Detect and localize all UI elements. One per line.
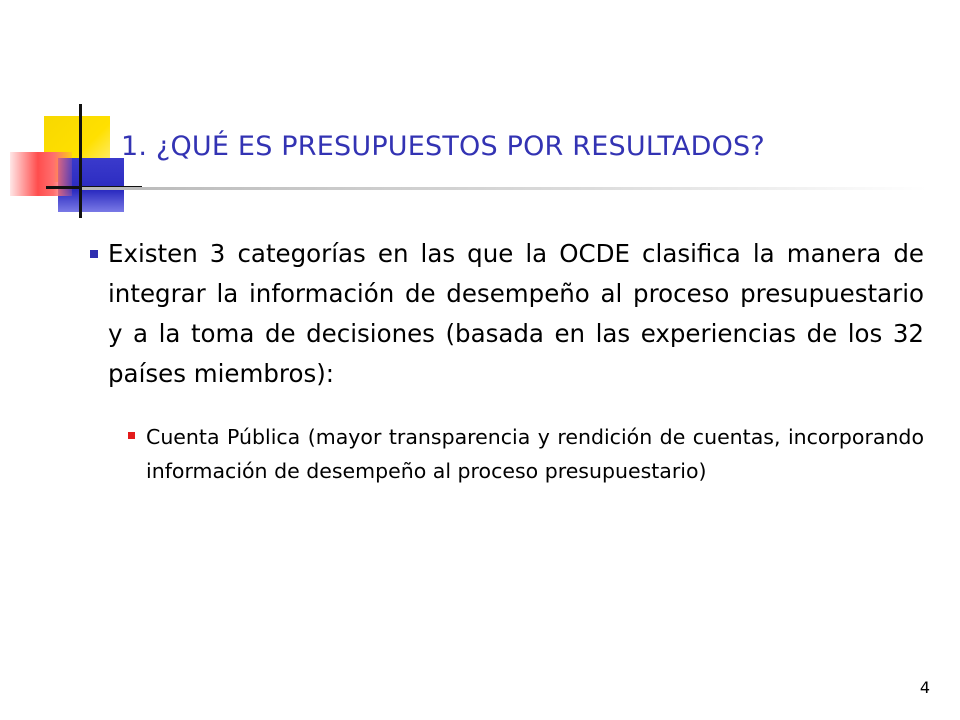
bullet-square-icon (90, 250, 98, 258)
bullet-level1-text: Existen 3 categorías en las que la OCDE clasifica la manera de integrar la información de desempeño al proceso presupuestario y a la toma de decisiones (basada en las experiencias de los 32 países miembros): (108, 239, 924, 388)
bullet-level2-text: Cuenta Pública (mayor transparencia y rendición de cuentas, incorporando información de desempeño al proceso presupuestario) (146, 425, 924, 483)
slide-title: 1. ¿QUÉ ES PRESUPUESTOS POR RESULTADOS? (121, 131, 765, 162)
decorative-red-bar (10, 152, 72, 196)
page-number: 4 (919, 678, 930, 697)
sub-bullet-square-icon (128, 432, 135, 439)
decorative-vertical-line (79, 104, 82, 218)
title-underline (82, 187, 927, 190)
